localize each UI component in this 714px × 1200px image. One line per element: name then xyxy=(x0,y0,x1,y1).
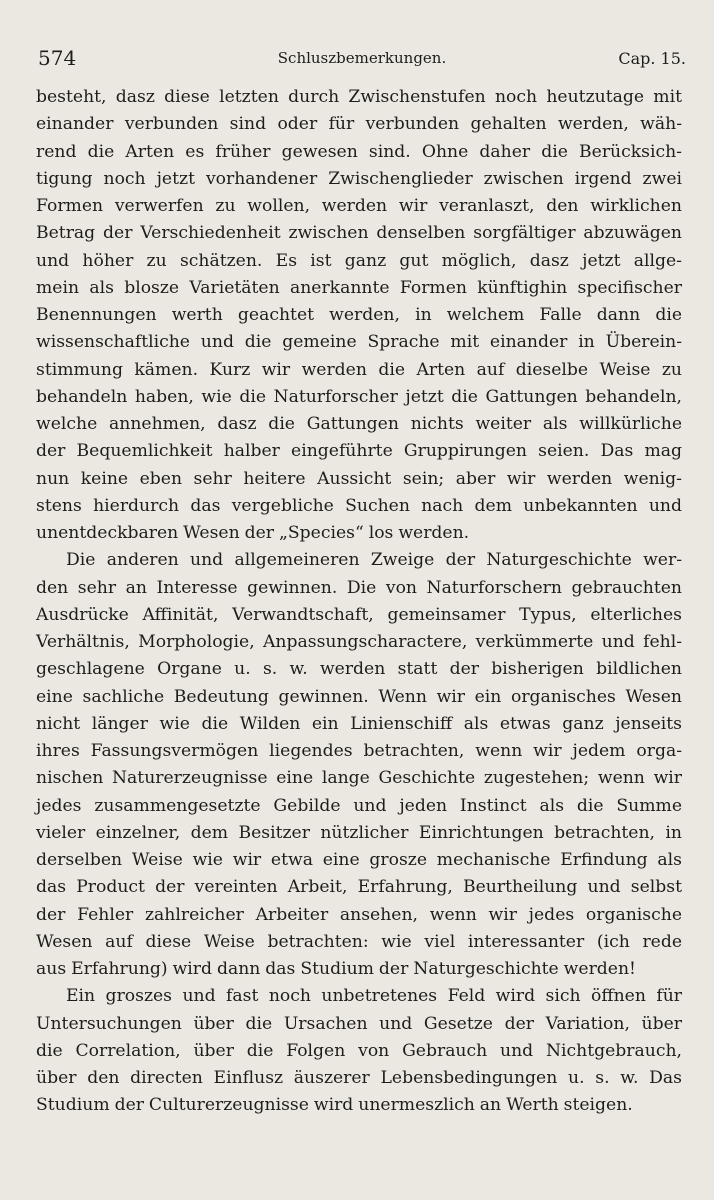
text-line: und höher zu schätzen. Es ist ganz gut möglich, dasz jetzt allge- xyxy=(36,250,682,271)
text-line: jedes zusammengesetzte Gebilde und jeden Instinct als die Summe xyxy=(36,795,682,816)
text-line: behandeln haben, wie die Naturforscher jetzt die Gattungen behandeln, xyxy=(36,386,682,407)
text-line: Die anderen und allgemeineren Zweige der Naturgeschichte wer- xyxy=(66,550,682,571)
paragraph xyxy=(36,547,682,983)
text-line: wissenschaftliche und die gemeine Sprache mit einander in Überein- xyxy=(36,332,682,353)
text-line: stimmung kämen. Kurz wir werden die Arten auf dieselbe Weise zu xyxy=(36,359,682,380)
text-line: besteht, dasz diese letzten durch Zwischenstufen noch heutzutage mit xyxy=(36,87,682,107)
text-line: Wesen auf diese Weise betrachten: wie viel interessanter (ich rede xyxy=(36,931,682,952)
text-line: stens hierdurch das vergebliche Suchen nach dem unbekannten und xyxy=(36,495,682,516)
text-line: nicht länger wie die Wilden ein Linienschiff als etwas ganz jenseits xyxy=(36,713,682,734)
text-line: nun keine eben sehr heitere Aussicht sein; aber wir werden wenig- xyxy=(36,468,682,489)
text-line: Betrag der Verschiedenheit zwischen denselben sorgfältiger abzuwägen xyxy=(36,223,682,244)
text-line: einander verbunden sind oder für verbunden gehalten werden, wäh- xyxy=(36,114,682,135)
text-line: Verhältnis, Morphologie, Anpassungscharactere, verkümmerte und fehl- xyxy=(36,632,682,652)
text-line: die Correlation, über die Folgen von Gebrauch und Nichtgebrauch, xyxy=(36,1040,682,1061)
text-line: aus Erfahrung) wird dann das Studium der Naturgeschichte werden! xyxy=(36,959,636,979)
text-line: Ausdrücke Affinität, Verwandtschaft, gemeinsamer Typus, elterliches xyxy=(36,604,682,625)
text-line: Formen verwerfen zu wollen, werden wir veranlaszt, den wirklichen xyxy=(36,196,682,216)
text-line: rend die Arten es früher gewesen sind. Ohne daher die Berücksich- xyxy=(36,141,682,162)
text-line: Studium der Culturerzeugnisse wird unermeszlich an Werth steigen. xyxy=(36,1095,633,1116)
text-line: mein als blosze Varietäten anerkannte Formen künftighin specifischer xyxy=(36,277,682,298)
paragraph xyxy=(36,983,682,1119)
text-line: eine sachliche Bedeutung gewinnen. Wenn wir ein organisches Wesen xyxy=(36,686,682,707)
text-line: über den directen Einflusz äuszerer Lebensbedingungen u. s. w. Das xyxy=(36,1068,682,1088)
running-header xyxy=(38,46,686,72)
text-line: Untersuchungen über die Ursachen und Gesetze der Variation, über xyxy=(36,1013,682,1034)
chapter-label: Cap. 15. xyxy=(618,49,686,68)
text-line: das Product der vereinten Arbeit, Erfahrung, Beurtheilung und selbst xyxy=(36,877,682,898)
text-line: ihres Fassungsvermögen liegendes betrachten, wenn wir jedem orga- xyxy=(36,741,682,761)
text-line: geschlagene Organe u. s. w. werden statt der bisherigen bildlichen xyxy=(36,659,682,680)
body-text xyxy=(36,84,682,1120)
page-number: 574 xyxy=(38,46,77,70)
text-line: tigung noch jetzt vorhandener Zwischenglieder zwischen irgend zwei xyxy=(36,168,682,189)
text-line: vieler einzelner, dem Besitzer nützlicher Einrichtungen betrachten, in xyxy=(36,822,682,843)
text-line: den sehr an Interesse gewinnen. Die von Naturforschern gebrauchten xyxy=(36,577,682,598)
running-title: Schluszbemerkungen. xyxy=(277,49,447,67)
text-line: Benennungen werth geachtet werden, in welchem Falle dann die xyxy=(36,305,682,325)
text-line: welche annehmen, dasz die Gattungen nichts weiter als willkürliche xyxy=(36,414,682,434)
text-line: unentdeckbaren Wesen der „Species“ los werden. xyxy=(36,523,470,543)
text-line: derselben Weise wie wir etwa eine grosze mechanische Erfindung als xyxy=(36,850,682,870)
text-line: der Fehler zahlreicher Arbeiter ansehen, wenn wir jedes organische xyxy=(36,904,682,925)
text-line: der Bequemlichkeit halber eingeführte Gruppirungen seien. Das mag xyxy=(36,441,682,462)
text-line: Ein groszes und fast noch unbetretenes Feld wird sich öffnen für xyxy=(66,986,682,1007)
text-line: nischen Naturerzeugnisse eine lange Geschichte zugestehen; wenn wir xyxy=(36,768,682,789)
paragraph xyxy=(36,84,682,547)
